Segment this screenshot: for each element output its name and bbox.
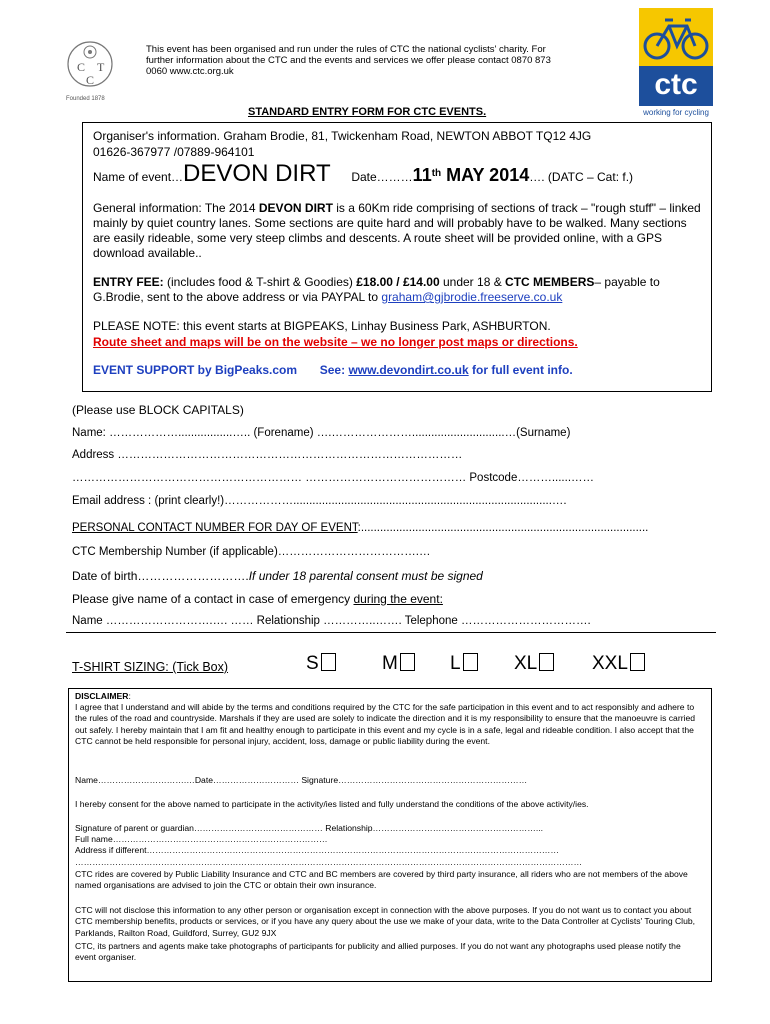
address-postcode-field[interactable]: …………………………………………………… …………………………………… Postcode………......…… xyxy=(72,472,595,484)
svg-text:T: T xyxy=(97,60,105,74)
general-info xyxy=(93,201,703,261)
address-field[interactable]: Address ……………………………………………………………………………… xyxy=(72,449,463,461)
date-day: 11 xyxy=(412,165,432,185)
entry-fee-label: ENTRY FEE: xyxy=(93,275,164,289)
general-info-post: is a 60Km ride comprising of sections of track – "rough stuff" – linked mainly by quiet country lanes. Some sections are quite hard and will probably have to be walked. Many sections are easily rideable, some very steep climbs and descents. A route sheet will be provided online, with a GPS download available.. xyxy=(93,201,701,260)
contact-number-field[interactable] xyxy=(72,522,648,534)
start-note: PLEASE NOTE: this event starts at BIGPEAKS, Linhay Business Park, ASHBURTON. xyxy=(93,319,551,333)
emergency-contact-field[interactable]: Name ……………………….…. …… Relationship …………..……. Telephone ……………………………. xyxy=(72,615,591,627)
organiser-phones: 01626-367977 /07889-964101 xyxy=(93,145,255,159)
see-label: See: xyxy=(319,363,349,377)
size-xxl[interactable] xyxy=(592,653,645,675)
privacy-text: CTC will not disclose this information to any other person or organisation except in connection with the above purposes. If you do not want us to contact you about CTC membership benefits, products or services, or if you have any query about the use we make of your data, write to the Data Controller at Cyclists' Touring Club, Parklands, Railton Road, Guildford, Surrey, GU2 9JX xyxy=(75,905,696,938)
parental-consent-note: If under 18 parental consent must be signed xyxy=(248,569,483,583)
svg-text:C: C xyxy=(86,73,95,87)
insurance-text: CTC rides are covered by Public Liability Insurance and CTC and BC members are covered by third party insurance, all riders who are not members of the above named organisations are advised to join the CTC or obtain their own insurance. xyxy=(75,869,688,891)
size-xl-checkbox[interactable] xyxy=(539,653,554,671)
emergency-contact-pre: Please give name of a contact in case of emergency xyxy=(72,592,354,606)
disclaimer-text: I agree that I understand and will abide by the terms and conditions required by the CTC for the safe participation in this event and to act responsibly and adhere to the rules of the road and countryside. Marshals if they are used are solely to indicate the direction and it is my responsibility to ensure that the manoeuvre is carried out safely. I hereby maintain that I am fit and healthy enough to participate in this event and my cycle is in a safe, legal and rideable condition. I also accept that the CTC cannot be held responsible for personal injury, accident, loss, damage or public liability during the event. xyxy=(75,702,696,746)
event-support: EVENT SUPPORT by BigPeaks.com xyxy=(93,363,298,377)
date-label: Date……… xyxy=(351,170,413,184)
name-field[interactable]: Name: ……………….................….. (Forename) ….………………….............................…(Surname) xyxy=(72,427,571,439)
size-l-label: L xyxy=(450,653,461,674)
size-xxl-checkbox[interactable] xyxy=(630,653,645,671)
size-xl[interactable] xyxy=(514,653,554,675)
guardian-signature-field[interactable]: Signature of parent or guardian……………………………………… Relationship…………………………………………………... xyxy=(75,823,543,833)
dob-field[interactable] xyxy=(72,569,483,583)
event-name-row xyxy=(93,161,703,190)
ctc-seal-logo xyxy=(66,38,114,94)
size-s-label: S xyxy=(306,653,319,674)
date-month-year: MAY 2014 xyxy=(441,165,530,185)
photos-text: CTC, its partners and agents make take photographs of participants for publicity and allied purposes. If you do not want any photographs used please notify the event organiser. xyxy=(75,941,681,963)
contact-number-label: PERSONAL CONTACT NUMBER FOR DAY OF EVENT xyxy=(72,522,358,534)
guardian-address-field[interactable]: Address if different……………………………………………………………………………………………………………………………… xyxy=(75,845,559,855)
date-tail: …. (DATC – Cat: f.) xyxy=(529,170,634,184)
entry-fee-text: (includes food & T-shirt & Goodies) xyxy=(163,275,357,289)
ctc-notice: This event has been organised and run under the rules of CTC the national cyclists' charity. For further information about the CTC and the events and services we offer please contact 0870 873 0060 www.ctc.org.uk xyxy=(146,44,551,77)
contact-number-dots: :.......................................................................................... xyxy=(357,522,649,534)
emergency-contact-note xyxy=(72,592,443,606)
general-info-bold: DEVON DIRT xyxy=(258,201,333,215)
date-suffix: th xyxy=(431,168,442,179)
size-l[interactable] xyxy=(450,653,478,675)
guardian-fullname-field[interactable]: Full name………………………………………………………………… xyxy=(75,834,328,844)
entry-fee-payable: – payable to G.Brodie, sent to the above address or via PAYPAL to xyxy=(93,275,660,304)
disclaimer-heading-row: DISCLAIMER: xyxy=(75,691,131,701)
event-info-box xyxy=(82,122,712,392)
dob-line: Date of birth………………………. xyxy=(72,569,249,583)
size-s[interactable] xyxy=(306,653,336,675)
logo-text: ctc xyxy=(639,66,713,106)
form-title: STANDARD ENTRY FORM FOR CTC EVENTS. xyxy=(248,106,487,118)
event-name: DEVON DIRT xyxy=(183,160,331,187)
route-note: Route sheet and maps will be on the website – we no longer post maps or directions. xyxy=(93,335,578,349)
size-m-checkbox[interactable] xyxy=(400,653,415,671)
divider xyxy=(66,632,716,634)
disclaimer-heading: DISCLAIMER xyxy=(75,691,129,701)
bicycle-icon xyxy=(639,8,713,66)
size-s-checkbox[interactable] xyxy=(321,653,336,671)
svg-text:C: C xyxy=(77,60,86,74)
size-xxl-label: XXL xyxy=(592,653,628,674)
website-link[interactable]: www.devondirt.co.uk xyxy=(348,363,469,377)
logo-tagline: working for cycling xyxy=(643,108,709,117)
size-l-checkbox[interactable] xyxy=(463,653,478,671)
entry-fee-members: CTC MEMBERS xyxy=(505,275,595,289)
entry-fee-price: £18.00 / £14.00 xyxy=(356,275,440,289)
event-support-row xyxy=(93,363,703,378)
guardian-address-line2[interactable]: …………………………………………………………………………………………………………………………………………………………… xyxy=(75,857,583,867)
size-xl-label: XL xyxy=(514,653,538,674)
consent-text: I hereby consent for the above named to participate in the activity/ies listed and fully understand the conditions of the above activity/ies. xyxy=(75,799,589,809)
website-tail: for full event info. xyxy=(468,363,573,377)
ctc-logo xyxy=(636,8,716,118)
emergency-contact-underlined: during the event: xyxy=(353,592,443,606)
size-m[interactable] xyxy=(382,653,415,675)
general-info-pre: General information: The 2014 xyxy=(93,201,259,215)
email-field[interactable]: Email address : (print clearly!)……………….................................................................................…. xyxy=(72,495,567,507)
organiser-info: Organiser's information. Graham Brodie, 81, Twickenham Road, NEWTON ABBOT TQ12 4JG xyxy=(93,129,592,143)
email-link[interactable]: graham@gjbrodie.freeserve.co.uk xyxy=(381,290,563,304)
entry-fee xyxy=(93,275,703,305)
disclaimer-box xyxy=(68,688,712,982)
event-name-label: Name of event… xyxy=(93,170,184,184)
founded-year: Founded 1878 xyxy=(66,96,105,102)
block-capitals-note: (Please use BLOCK CAPITALS) xyxy=(72,403,244,417)
size-m-label: M xyxy=(382,653,398,674)
tshirt-label: T-SHIRT SIZING: (Tick Box) xyxy=(72,660,229,674)
membership-field[interactable]: CTC Membership Number (if applicable)……………………………….… xyxy=(72,546,431,558)
signature-field[interactable]: Name………………………….…Date………………………… Signature………………………………………………………… xyxy=(75,775,528,785)
entry-fee-under: under 18 & xyxy=(439,275,506,289)
